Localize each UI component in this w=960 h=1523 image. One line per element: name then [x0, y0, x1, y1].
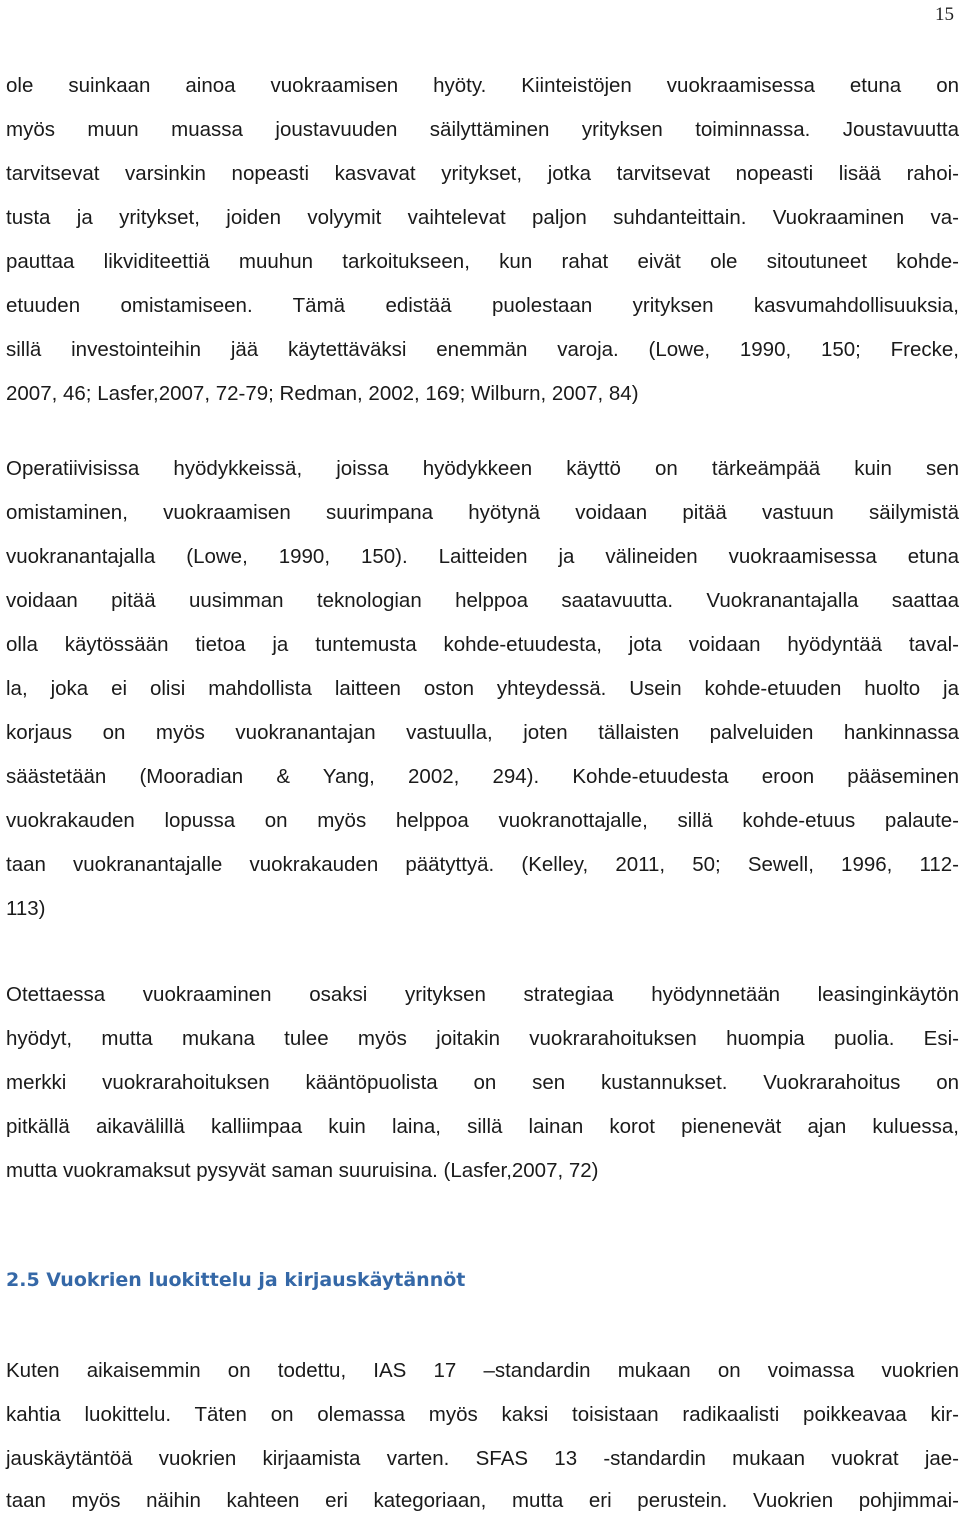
text-line: pitkällä aikavälillä kalliimpaa kuin laina, sillä lainan korot pienenevät ajan kuluessa,: [6, 1115, 959, 1138]
text-line: ole suinkaan ainoa vuokraamisen hyöty. Kiinteistöjen vuokraamisessa etuna on: [6, 74, 959, 97]
text-line: tusta ja yritykset, joiden volyymit vaihtelevat paljon suhdanteittain. Vuokraaminen va-: [6, 206, 959, 229]
text-line: la, joka ei olisi mahdollista laitteen oston yhteydessä. Usein kohde-etuuden huolto ja: [6, 677, 959, 700]
text-line: etuuden omistamiseen. Tämä edistää puolestaan yrityksen kasvumahdollisuuksia,: [6, 294, 959, 317]
page-number: 15: [935, 4, 954, 25]
text-line: Otettaessa vuokraaminen osaksi yrityksen strategiaa hyödynnetään leasinginkäytön: [6, 983, 959, 1006]
text-line: vuokranantajalla (Lowe, 1990, 150). Laitteiden ja välineiden vuokraamisessa etuna: [6, 545, 959, 568]
text-line: pauttaa likviditeettiä muuhun tarkoitukseen, kun rahat eivät ole sitoutuneet kohde-: [6, 250, 959, 273]
text-line: Operatiivisissa hyödykkeissä, joissa hyödykkeen käyttö on tärkeämpää kuin sen: [6, 457, 959, 480]
text-line: taan myös näihin kahteen eri kategoriaan, mutta eri perustein. Vuokrien pohjimmai-: [6, 1489, 959, 1512]
text-line: olla käytössään tietoa ja tuntemusta kohde-etuudesta, jota voidaan hyödyntää taval-: [6, 633, 959, 656]
text-line: vuokrakauden lopussa on myös helppoa vuokranottajalle, sillä kohde-etuus palaute-: [6, 809, 959, 832]
text-line: säästetään (Mooradian & Yang, 2002, 294). Kohde-etuudesta eroon pääseminen: [6, 765, 959, 788]
text-line: voidaan pitää uusimman teknologian helppoa saatavuutta. Vuokranantajalla saattaa: [6, 589, 959, 612]
text-line: 2007, 46; Lasfer,2007, 72-79; Redman, 2002, 169; Wilburn, 2007, 84): [6, 382, 639, 405]
text-line: hyödyt, mutta mukana tulee myös joitakin vuokrarahoituksen huompia puolia. Esi-: [6, 1027, 959, 1050]
text-line: merkki vuokrarahoituksen kääntöpuolista on sen kustannukset. Vuokrarahoitus on: [6, 1071, 959, 1094]
text-line: 113): [6, 897, 46, 920]
text-line: myös muun muassa joustavuuden säilyttäminen yrityksen toiminnassa. Joustavuutta: [6, 118, 959, 141]
text-line: taan vuokranantajalle vuokrakauden päätyttyä. (Kelley, 2011, 50; Sewell, 1996, 112-: [6, 853, 959, 876]
text-line: korjaus on myös vuokranantajan vastuulla, joten tällaisten palveluiden hankinnassa: [6, 721, 959, 744]
text-line: kahtia luokittelu. Täten on olemassa myös kaksi toisistaan radikaalisti poikkeavaa kir-: [6, 1403, 959, 1426]
section-heading: 2.5 Vuokrien luokittelu ja kirjauskäytännöt: [6, 1269, 466, 1291]
text-line: sillä investointeihin jää käytettäväksi enemmän varoja. (Lowe, 1990, 150; Frecke,: [6, 338, 959, 361]
text-line: mutta vuokramaksut pysyvät saman suuruisina. (Lasfer,2007, 72): [6, 1159, 599, 1182]
text-line: tarvitsevat varsinkin nopeasti kasvavat yritykset, jotka tarvitsevat nopeasti lisää rahoi-: [6, 162, 959, 185]
text-line: Kuten aikaisemmin on todettu, IAS 17 –standardin mukaan on voimassa vuokrien: [6, 1359, 959, 1382]
text-line: jauskäytäntöä vuokrien kirjaamista varten. SFAS 13 -standardin mukaan vuokrat jae-: [6, 1447, 959, 1470]
text-line: omistaminen, vuokraamisen suurimpana hyötynä voidaan pitää vastuun säilymistä: [6, 501, 959, 524]
